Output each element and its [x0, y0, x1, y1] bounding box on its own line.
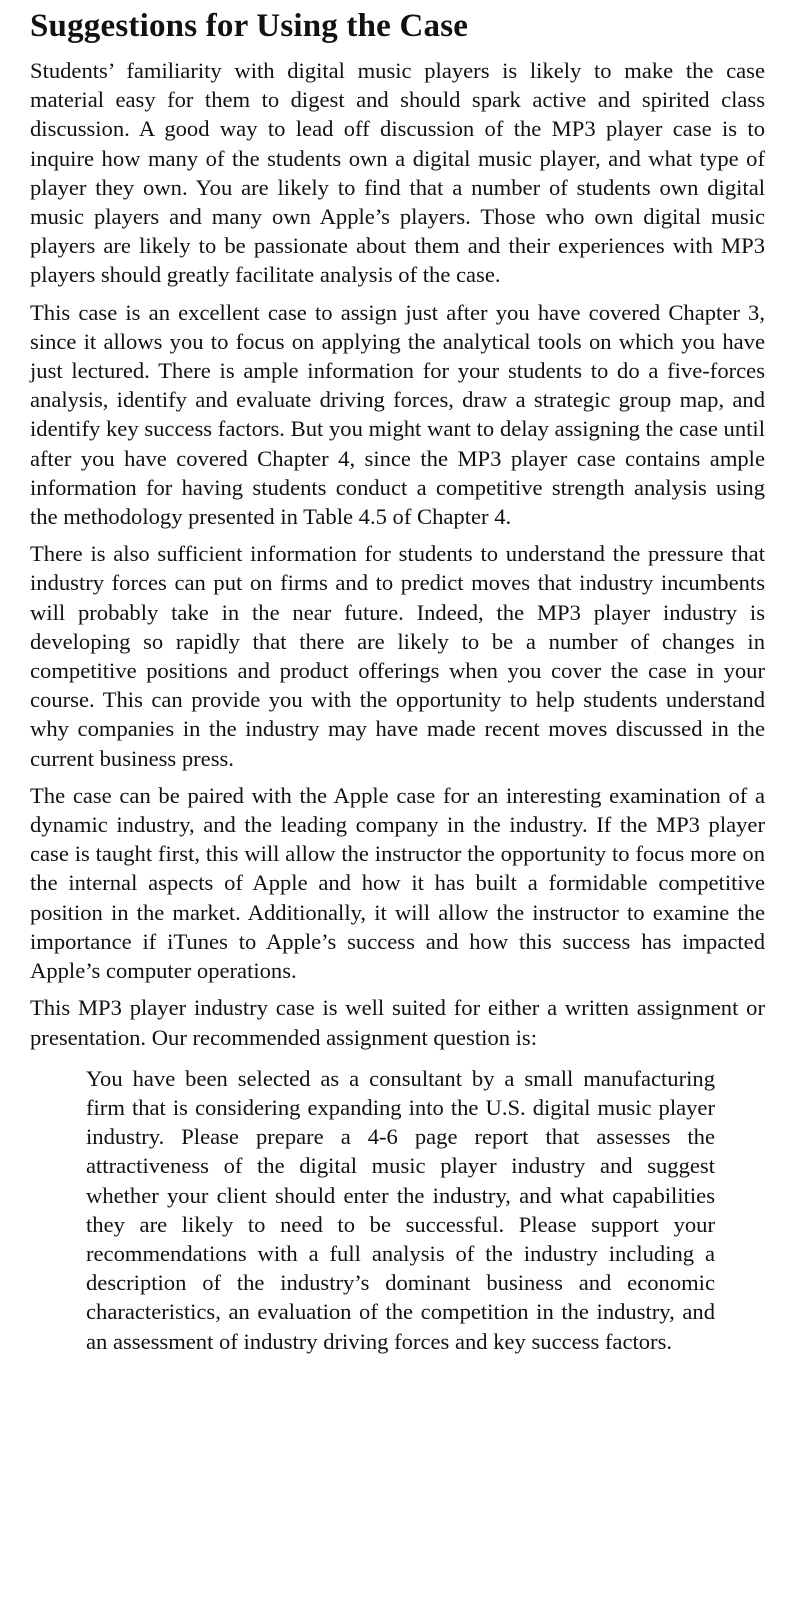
- assignment-question-blockquote: You have been selected as a consultant by a small manufacturing firm that is considering expanding into the U.S. digital music player industry. Please prepare a 4-6 page report that assesses the attractiveness of the digital music player industry and suggest whether your client should enter the industry, and what capabilities they are likely to need to be successful. Please support your recommendations with a full analysis of the industry including a description of the industry’s dominant business and economic characteristics, an evaluation of the competition in the industry, and an assessment of industry driving forces and key success factors.: [86, 1065, 715, 1354]
- paragraph-assignment-intro: This MP3 player industry case is well suited for either a written assignment or presentation. Our recommended assignment question is:: [30, 995, 765, 1050]
- paragraph-industry-pressure: There is also sufficient information for students to understand the pressure that industry forces can put on firms and to predict moves that industry incumbents will probably take in the near future. Indeed, the MP3 player industry is developing so rapidly that there are likely to be a number of changes in competitive positions and product offerings when you cover the case in your course. This can provide you with the opportunity to help students understand why companies in the industry may have made recent moves discussed in the current business press.: [30, 541, 765, 771]
- page-title: Suggestions for Using the Case: [30, 8, 469, 44]
- paragraph-chapter-timing: This case is an excellent case to assign just after you have covered Chapter 3, since it allows you to focus on applying the analytical tools on which you have just lectured. There is ample information for your students to do a five-forces analysis, identify and evaluate driving forces, draw a strategic group map, and identify key success factors. But you might want to delay assigning the case until after you have covered Chapter 4, since the MP3 player case contains ample information for having students conduct a competitive strength analysis using the methodology presented in Table 4.5 of Chapter 4.: [30, 299, 765, 530]
- paragraph-apple-pairing: The case can be paired with the Apple case for an interesting examination of a dynamic industry, and the leading company in the industry. If the MP3 player case is taught first, this will allow the instructor the opportunity to focus more on the internal aspects of Apple and how it has built a formidable competitive position in the market. Additionally, it will allow the instructor to examine the importance if iTunes to Apple’s success and how this success has impacted Apple’s computer operations.: [30, 782, 765, 984]
- paragraph-familiarity: Students’ familiarity with digital music players is likely to make the case material easy for them to digest and should spark active and spirited class discussion. A good way to lead off discussion of the MP3 player case is to inquire how many of the students own a digital music player, and what type of player they own. You are likely to find that a number of students own digital music players and many own Apple’s players. Those who own digital music players are likely to be passionate about them and their experiences with MP3 players should greatly facilitate analysis of the case.: [30, 58, 765, 288]
- document-page: [30, 6, 765, 1356]
